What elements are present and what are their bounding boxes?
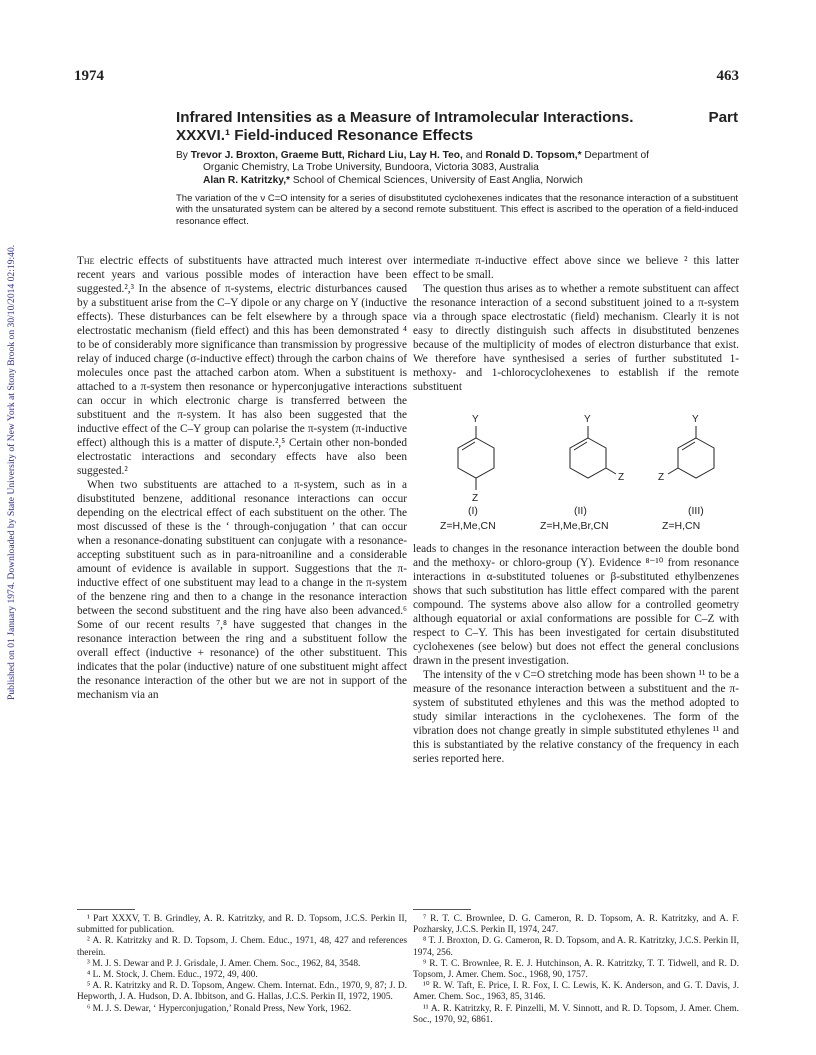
y-sub-II: Y xyxy=(584,414,591,425)
footnote: ⁷ R. T. C. Brownlee, D. G. Cameron, R. D. Topsom, A. R. Katritzky, and A. F. Pozharsky, J.C.S. Perkin II, 1974, 247. xyxy=(413,914,739,936)
running-header-year: 1974 xyxy=(74,68,104,84)
download-note[interactable]: Published on 01 January 1974. Downloaded by State University of New York at Stony Brook on 30/10/2014 02:19:40. xyxy=(6,244,17,700)
footnote: ⁴ L. M. Stock, J. Chem. Educ., 1972, 49, 400. xyxy=(87,970,258,981)
title-line2: XXXVI.¹ Field-induced Resonance Effects xyxy=(176,127,474,144)
footnote-rule-right xyxy=(413,909,471,910)
substituents-II: Z=H,Me,Br,CN xyxy=(540,520,609,532)
affiliation-1: Department of xyxy=(584,150,649,161)
label-I: (I) xyxy=(468,505,478,517)
footnote: ⁹ R. T. C. Brownlee, R. E. J. Hutchinson, A. R. Katritzky, T. T. Tidwell, and R. D. Topsom, J. Amer. Chem. Soc., 1968, 90, 1757. xyxy=(413,958,739,981)
author-block xyxy=(176,150,740,187)
right-column-lower xyxy=(413,542,739,766)
cyclohexene-structures xyxy=(438,410,728,535)
left-column xyxy=(77,254,407,702)
footnote: ³ M. J. S. Dewar and P. J. Grisdale, J. Amer. Chem. Soc., 1962, 84, 3548. xyxy=(87,958,361,969)
drop-word: The xyxy=(77,255,95,267)
left-p1-text: electric effects of substituents have attracted much interest over recent years and various possible modes of interaction have been suggested.²,³ In the absence of π-systems, electric disturbances caused by a substituent arise from the C–Y dipole or any charge on Y (inductive effects). These disturbances can be felt elsewhere by a through space electrostatic mechanism (field effect) and this has been demonstrated ⁴ to be of considerably more significance than transmission by progressive relay of induced charge (σ-inductive effect) through the carbon chains of molecules once past the attached carbon atom. When a substituent is attached to a π-system then resonance or hyperconjugative interactions can occur in which electronic charge is transferred between the substituent and the π-system. It has also been suggested that the inductive effect of the C–Y group can polarise the π-system (π-inductive effect) although this is a matter of dispute.²,⁵ Certain other non-bonded electrostatic interactions and secondary effects have also been suggested.² xyxy=(77,255,407,477)
footnote: ⁸ T. J. Broxton, D. G. Cameron, R. D. Topsom, and A. R. Katritzky, J.C.S. Perkin II, 1974, 256. xyxy=(413,936,739,958)
download-watermark xyxy=(6,120,20,700)
label-II: (II) xyxy=(574,505,587,517)
and-label: and xyxy=(465,150,483,161)
author-name-3: Alan R. Katritzky,* xyxy=(203,174,290,186)
footnotes-right xyxy=(413,914,739,1026)
z-sub-III: Z xyxy=(658,472,665,483)
ring-III xyxy=(678,438,714,478)
footnote: ¹¹ A. R. Katritzky, R. F. Pinzelli, M. V. Sinnott, and R. D. Topsom, J. Amer. Chem. Soc., 1970, 92, 6861. xyxy=(413,1003,739,1025)
y-sub-I: Y xyxy=(472,414,479,425)
label-III: (III) xyxy=(688,505,704,517)
article-title xyxy=(176,109,738,145)
abstract: The variation of the ν C=O intensity for a series of disubstituted cyclohexenes indicates that the resonance interaction of a substituent with the unsaturated system can be altered by a second remote substituent. This effect is ascribed to the operation of a field-induced resonance effect. xyxy=(176,193,738,227)
footnote: ² A. R. Katritzky and R. D. Topsom, J. Chem. Educ., 1971, 48, 427 and references therein. xyxy=(77,936,407,958)
affiliation-1b: Organic Chemistry, La Trobe University, Bundoora, Victoria 3083, Australia xyxy=(203,162,539,174)
substituents-III: Z=H,CN xyxy=(662,520,701,532)
z-sub-I: Z xyxy=(472,493,479,504)
footnote: ¹ Part XXXV, T. B. Grindley, A. R. Katritzky, and R. D. Topsom, J.C.S. Perkin II, submitted for publication. xyxy=(77,914,407,936)
right-column xyxy=(413,254,739,394)
left-paragraph-2: When two substituents are attached to a π-system, such as in a disubstituted benzene, additional resonance interactions can occur depending on the electrical effect of each substituent on the other. The most discussed of these is the ‘ through-conjugation ’ that can occur when a resonance-donating substituent can conjugate with a resonance-accepting substituent such as in para-nitroaniline and a considerable amount of evidence is available in support. Suggestions that the π-inductive effect of one substituent may lead to a change in the π-system of the benzene ring and then to a change in the resonance interaction between the second substituent and the ring have also been advanced.⁶ Some of our recent results ⁷,⁸ have suggested that changes in the resonance interaction between the ring and a substituent follow the overall effect (inductive + resonance) of the other substituent. This indicates that the polar (inductive) nature of one substituent might affect the resonance interaction of the other but we are not in support of the mechanism via an xyxy=(77,479,407,701)
author-names-1: Trevor J. Broxton, Graeme Butt, Richard Liu, Lay H. Teo, xyxy=(190,150,463,161)
footnote: ⁵ A. R. Katritzky and R. D. Topsom, Angew. Chem. Internat. Edn., 1970, 9, 87; J. D. Hepworth, J. A. Hudson, D. A. Ibbitson, and G. Hallas, J.C.S. Perkin II, 1972, 1905. xyxy=(77,981,407,1003)
title-part: Part xyxy=(708,109,738,126)
ring-I xyxy=(458,438,494,478)
page-number: 463 xyxy=(716,68,739,84)
author-names-2: Ronald D. Topsom,* xyxy=(485,150,582,161)
footnote-rule-left xyxy=(77,909,135,910)
z-sub-II: Z xyxy=(618,472,625,483)
substituents-I: Z=H,Me,CN xyxy=(440,520,496,532)
affiliation-2: School of Chemical Sciences, University of East Anglia, Norwich xyxy=(292,174,583,186)
ring-II xyxy=(570,438,606,478)
footnote: ⁶ M. J. S. Dewar, ‘ Hyperconjugation,’ Ronald Press, New York, 1962. xyxy=(87,1003,352,1014)
right-paragraph-4: The intensity of the ν C=O stretching mode has been shown ¹¹ to be a measure of the resonance interaction between a substituent and the π-system of substituted ethylenes and this was the method adopted to study similar interactions in the cyclohexenes. The form of the vibration does not change greatly in simple substituted ethylenes ¹¹ and this is substantiated by the relative constancy of the frequency in each series reported here. xyxy=(413,669,739,765)
y-sub-III: Y xyxy=(692,414,699,425)
right-paragraph-3: leads to changes in the resonance interaction between the double bond and the methoxy- or chloro-group (Y). Evidence ⁸⁻¹⁰ from resonance interactions in α-substituted toluenes or β-substituted ethylbenzenes shows that such substitution has little effect compared with the parent compound. The systems above also allow for a controlled geometry although equatorial or axial conformations are possible for C–Z with respect to C–Y. This has been investigated for certain disubstituted cyclohexenes (see below) but does not effect the general conclusions drawn in the present investigation. xyxy=(413,543,739,667)
by-label: By xyxy=(176,150,188,161)
right-paragraph-2: The question thus arises as to whether a remote substituent can affect the resonance interaction of a second substituent joined to a π-system via a through space electrostatic (field) mechanism. Clearly it is not easy to directly distinguish such affects in disubstituted benzenes because of the multiplicity of modes of electron disturbance that exist. We therefore have synthesised a series of further substituted 1-methoxy- and 1-chlorocyclohexenes to establish if the remote substituent xyxy=(413,283,739,393)
left-paragraph-1 xyxy=(77,254,407,478)
footnote: ¹⁰ R. W. Taft, E. Price, I. R. Fox, I. C. Lewis, K. K. Anderson, and G. T. Davis, J. Amer. Chem. Soc., 1963, 85, 3146. xyxy=(413,981,739,1003)
footnotes-left xyxy=(77,914,407,1015)
title-line1: Infrared Intensities as a Measure of Intramolecular Interactions. xyxy=(176,109,634,126)
right-paragraph-1: intermediate π-inductive effect above since we believe ² this latter effect to be small. xyxy=(413,255,739,281)
